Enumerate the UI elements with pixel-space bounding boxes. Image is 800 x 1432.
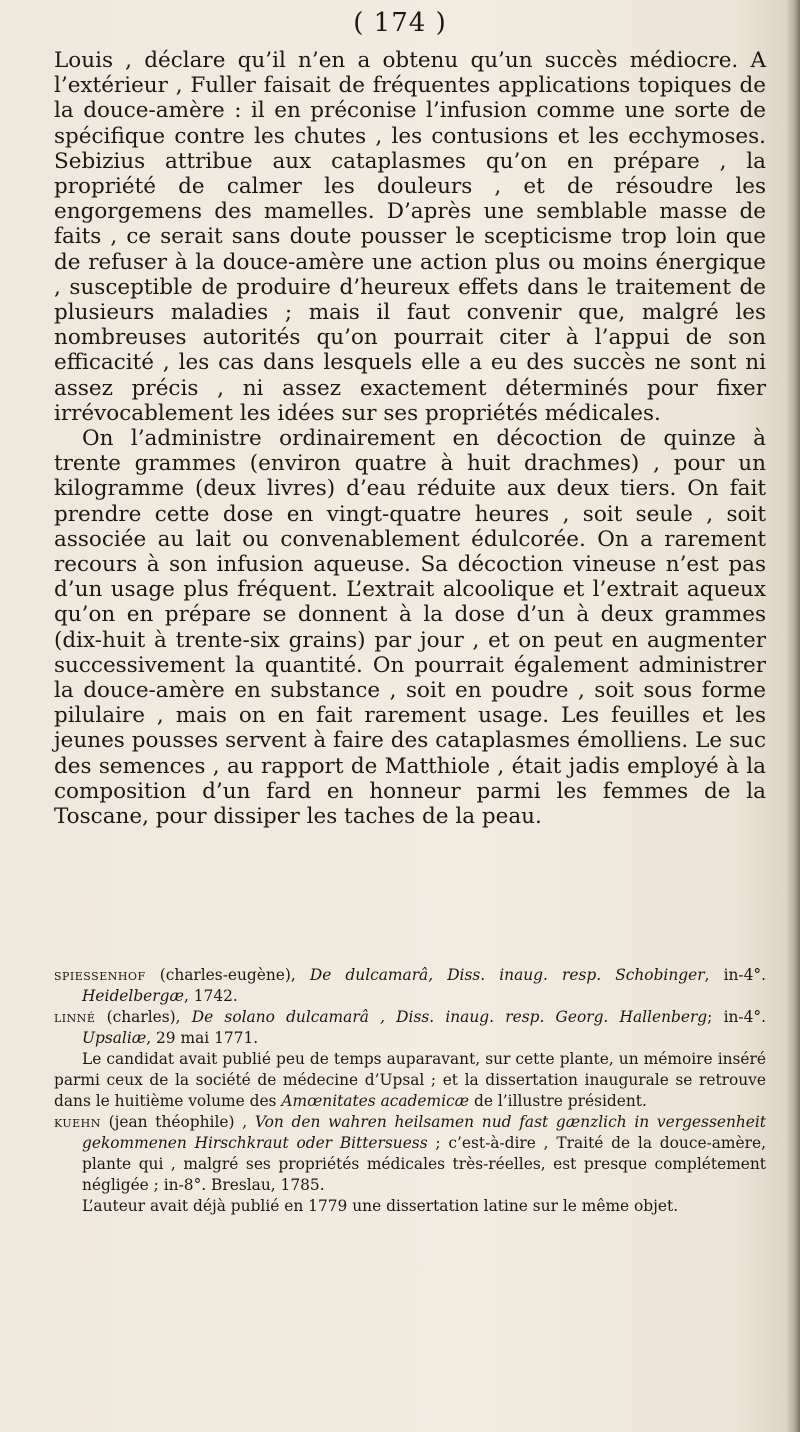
note-title: De dulcamarâ, Diss. inaug. resp. Schobinger <box>309 966 705 984</box>
note-spiessenhof <box>54 965 766 1007</box>
note-text: ; in-4°. <box>707 1008 766 1026</box>
note-text: , 1742. <box>183 987 238 1005</box>
note-text: (charles), <box>95 1008 192 1026</box>
note-text: (charles-eugène), <box>145 966 310 984</box>
note-text: , 29 mai 1771. <box>146 1029 259 1047</box>
page-number: ( 174 ) <box>353 8 447 38</box>
bibliography-notes <box>54 965 766 1217</box>
note-text: Le candidat avait publié peu de temps auparavant, sur cette plante, un mémoire inséré parmi ceux de la société de médecine d’Upsal ; et la dissertation inaugurale se retrouve dans le huitième volume des <box>54 1050 766 1110</box>
note-title: Von den wahren heilsamen nud fast gænzlich in vergessenheit gekommenen Hirschkraut oder Bittersuess <box>82 1113 766 1152</box>
paragraph-2: On l’administre ordinairement en décoction de quinze à trente grammes (environ quatre à huit drachmes) , pour un kilogramme (deux livres) d’eau réduite aux deux tiers. On fait prendre cette dose en vingt-quatre heures , soit seule , soit associée au lait ou convenablement édulcorée. On a rarement recours à son infusion aqueuse. Sa décoction vineuse n’est pas d’un usage plus fréquent. L’extrait alcoolique et l’extrait aqueux qu’on en prépare se donnent à la dose d’un à deux grammes (dix-huit à trente-six grains) par jour , et on peut en augmenter successivement la quantité. On pourrait également administrer la douce-amère en substance , soit en poudre , soit sous forme pilulaire , mais on en fait rarement usage. Les feuilles et les jeunes pousses servent à faire des cataplasmes émolliens. Le suc des semences , au rapport de Matthiole , était jadis employé à la composition d’un fard en honneur parmi les femmes de la Toscane, pour dissiper les taches de la peau. <box>54 426 766 830</box>
note-title: De solano dulcamarâ , Diss. inaug. resp. Georg. Hallenberg <box>191 1008 708 1026</box>
note-text: , in-4°. <box>704 966 766 984</box>
note-linne-comment <box>54 1049 766 1112</box>
note-place: Heidelbergæ <box>82 987 184 1005</box>
note-text: (jean théophile) , <box>100 1113 255 1131</box>
note-place: Upsaliæ <box>82 1029 147 1047</box>
note-text: de l’illustre président. <box>469 1092 647 1110</box>
note-kuehn-comment: L’auteur avait déjà publié en 1779 une dissertation latine sur le même objet. <box>82 1197 679 1215</box>
note-kuehn <box>54 1112 766 1196</box>
note-linne <box>54 1007 766 1049</box>
note-author: kuehn <box>54 1113 101 1131</box>
note-title: Amœnitates academicæ <box>281 1092 470 1110</box>
paragraph-1: Louis , déclare qu’il n’en a obtenu qu’un succès médiocre. A l’extérieur , Fuller faisait de fréquentes applications topiques de la douce-amère : il en préconise l’infusion comme une sorte de spécifique contre les chutes , les contusions et les ecchymoses. Sebizius attribue aux cataplasmes qu’on en prépare , la propriété de calmer les douleurs , et de résoudre les engorgemens des mamelles. D’après une semblable masse de faits , ce serait sans doute pousser le scepticisme trop loin que de refuser à la douce-amère une action plus ou moins énergique , susceptible de produire d’heureux effets dans le traitement de plusieurs maladies ; mais il faut convenir que, malgré les nombreuses autorités qu’on pourrait citer à l’appui de son efficacité , les cas dans lesquels elle a eu des succès ne sont ni assez précis , ni assez exactement déterminés pour fixer irrévocablement les idées sur ses propriétés médicales. <box>54 48 766 426</box>
note-author: linné <box>54 1008 96 1026</box>
main-text <box>54 48 766 829</box>
note-author: spiessenhof <box>54 966 146 984</box>
note-text: ; c’est-à-dire , Traité de la douce-amère, plante qui , malgré ses propriétés médicales très-réelles, est presque complétement négligée ; in-8°. Breslau, 1785. <box>82 1134 766 1194</box>
page-edge-shadow <box>786 0 800 1432</box>
